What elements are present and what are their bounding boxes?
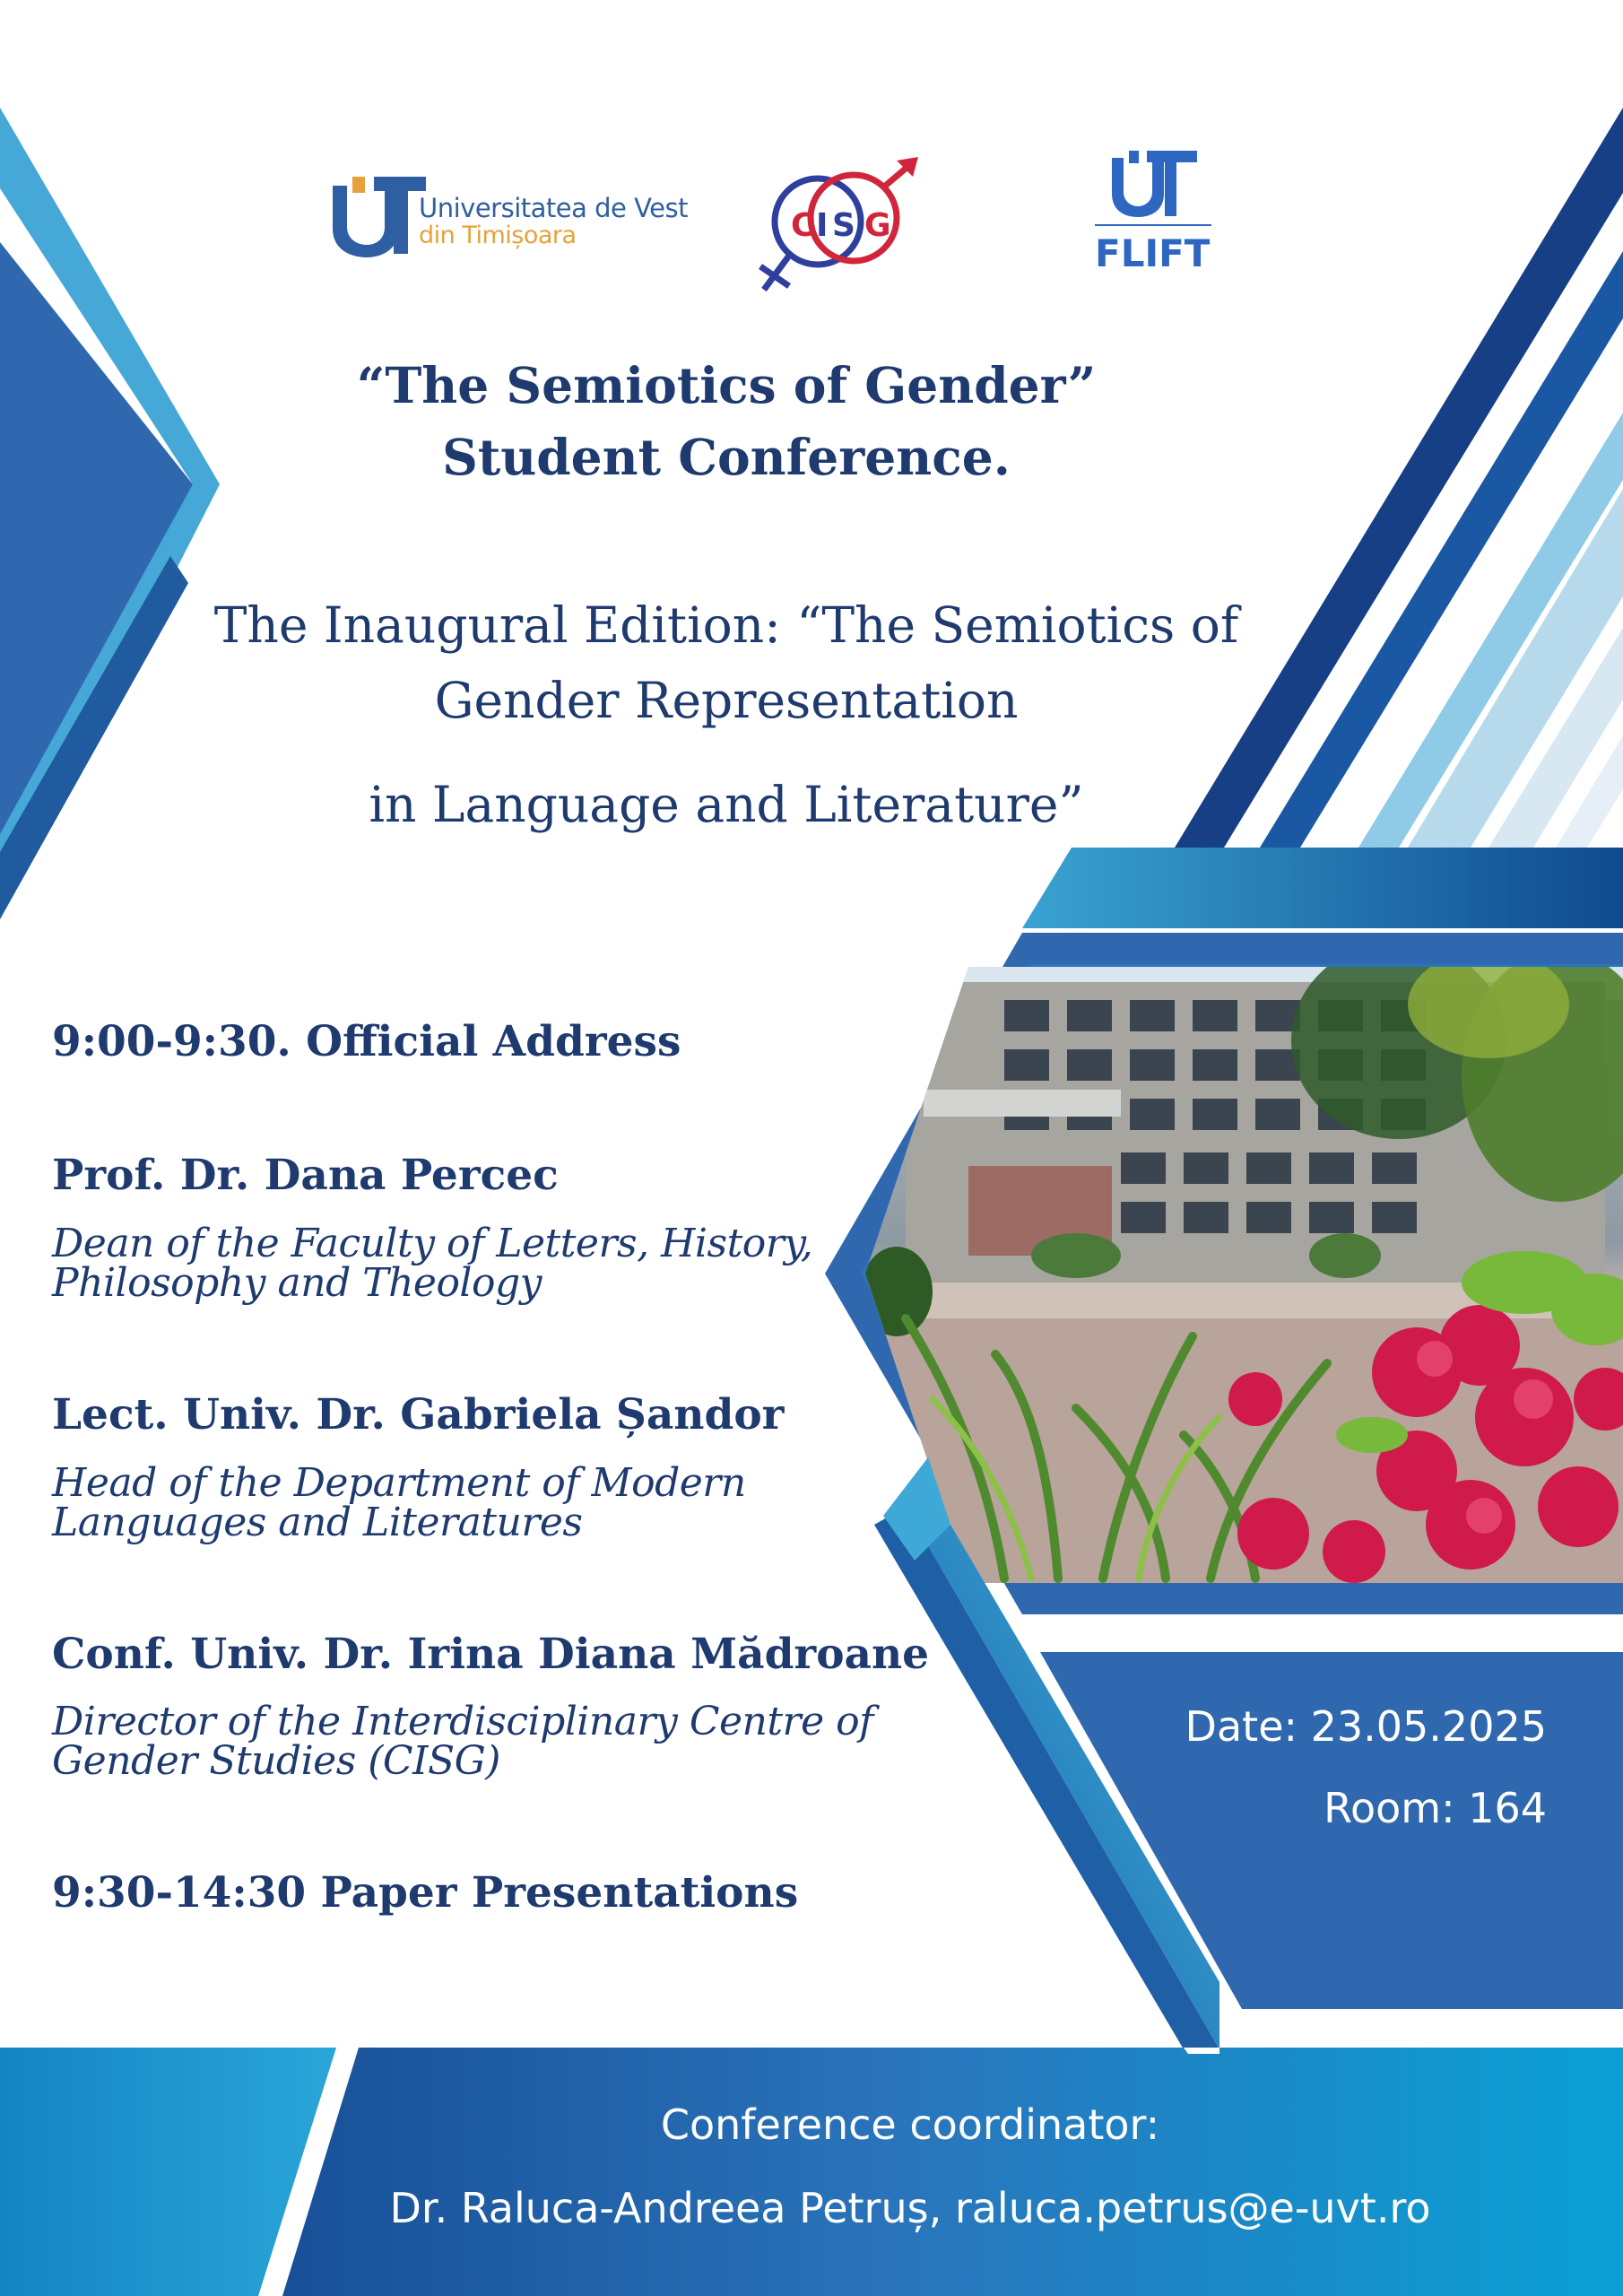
speaker-2-role-line2: Languages and Literatures bbox=[52, 1500, 583, 1545]
cisg-symbol-icon bbox=[753, 157, 933, 300]
speaker-1-role bbox=[52, 1221, 813, 1306]
flift-mark-icon bbox=[1089, 151, 1224, 231]
cisg-logo bbox=[753, 157, 933, 300]
speaker-1-role-line2: Philosophy and Theology bbox=[52, 1260, 542, 1306]
cisg-letter-c: C bbox=[791, 207, 815, 244]
event-room: Room: 164 bbox=[1324, 1784, 1547, 1832]
speaker-3-name: Conf. Univ. Dr. Irina Diana Mădroane bbox=[52, 1630, 930, 1679]
flift-text: FLIFT bbox=[1095, 231, 1211, 275]
cisg-letter-i: I bbox=[816, 207, 829, 244]
speaker-3-role bbox=[52, 1699, 873, 1784]
speaker-3-role-line1: Director of the Interdisciplinary Centre of bbox=[52, 1699, 873, 1744]
uvt-logo bbox=[327, 175, 688, 261]
edition-subtitle bbox=[179, 587, 1273, 738]
title-line2: Student Conference. bbox=[442, 428, 1011, 486]
title-line1: “The Semiotics of Gender” bbox=[356, 356, 1097, 414]
speaker-2-role bbox=[52, 1460, 746, 1545]
speaker-1-role-line1: Dean of the Faculty of Letters, History, bbox=[52, 1221, 813, 1266]
speaker-2-role-line1: Head of the Department of Modern bbox=[52, 1460, 746, 1506]
uvt-name-line2: din Timișoara bbox=[419, 222, 577, 249]
coordinator-label: Conference coordinator: bbox=[660, 2100, 1160, 2149]
top-band bbox=[1022, 848, 1623, 928]
session-paper-presentations: 9:30-14:30 Paper Presentations bbox=[52, 1868, 799, 1918]
event-date: Date: 23.05.2025 bbox=[1185, 1702, 1547, 1751]
coordinator-contact: Dr. Raluca-Andreea Petruș, raluca.petrus@e-uvt.ro bbox=[389, 2184, 1431, 2232]
cisg-letter-s: S bbox=[832, 207, 855, 244]
uvt-mark-icon bbox=[327, 177, 426, 257]
campus-photo bbox=[861, 942, 1623, 1583]
subtitle-line1: The Inaugural Edition: “The Semiotics of bbox=[213, 596, 1239, 654]
conference-title bbox=[269, 350, 1184, 493]
speaker-1-name: Prof. Dr. Dana Percec bbox=[52, 1151, 559, 1200]
uvt-name-line1: Universitatea de Vest bbox=[419, 193, 688, 223]
session-official-address: 9:00-9:30. Official Address bbox=[52, 1017, 681, 1066]
flift-logo bbox=[1089, 151, 1224, 276]
speaker-2-name: Lect. Univ. Dr. Gabriela Șandor bbox=[52, 1390, 785, 1439]
subtitle-line3: in Language and Literature” bbox=[369, 776, 1084, 833]
cisg-letter-g: G bbox=[864, 207, 891, 244]
speaker-3-role-line2: Gender Studies (CISG) bbox=[52, 1738, 500, 1784]
subtitle-line2: Gender Representation bbox=[434, 672, 1019, 729]
